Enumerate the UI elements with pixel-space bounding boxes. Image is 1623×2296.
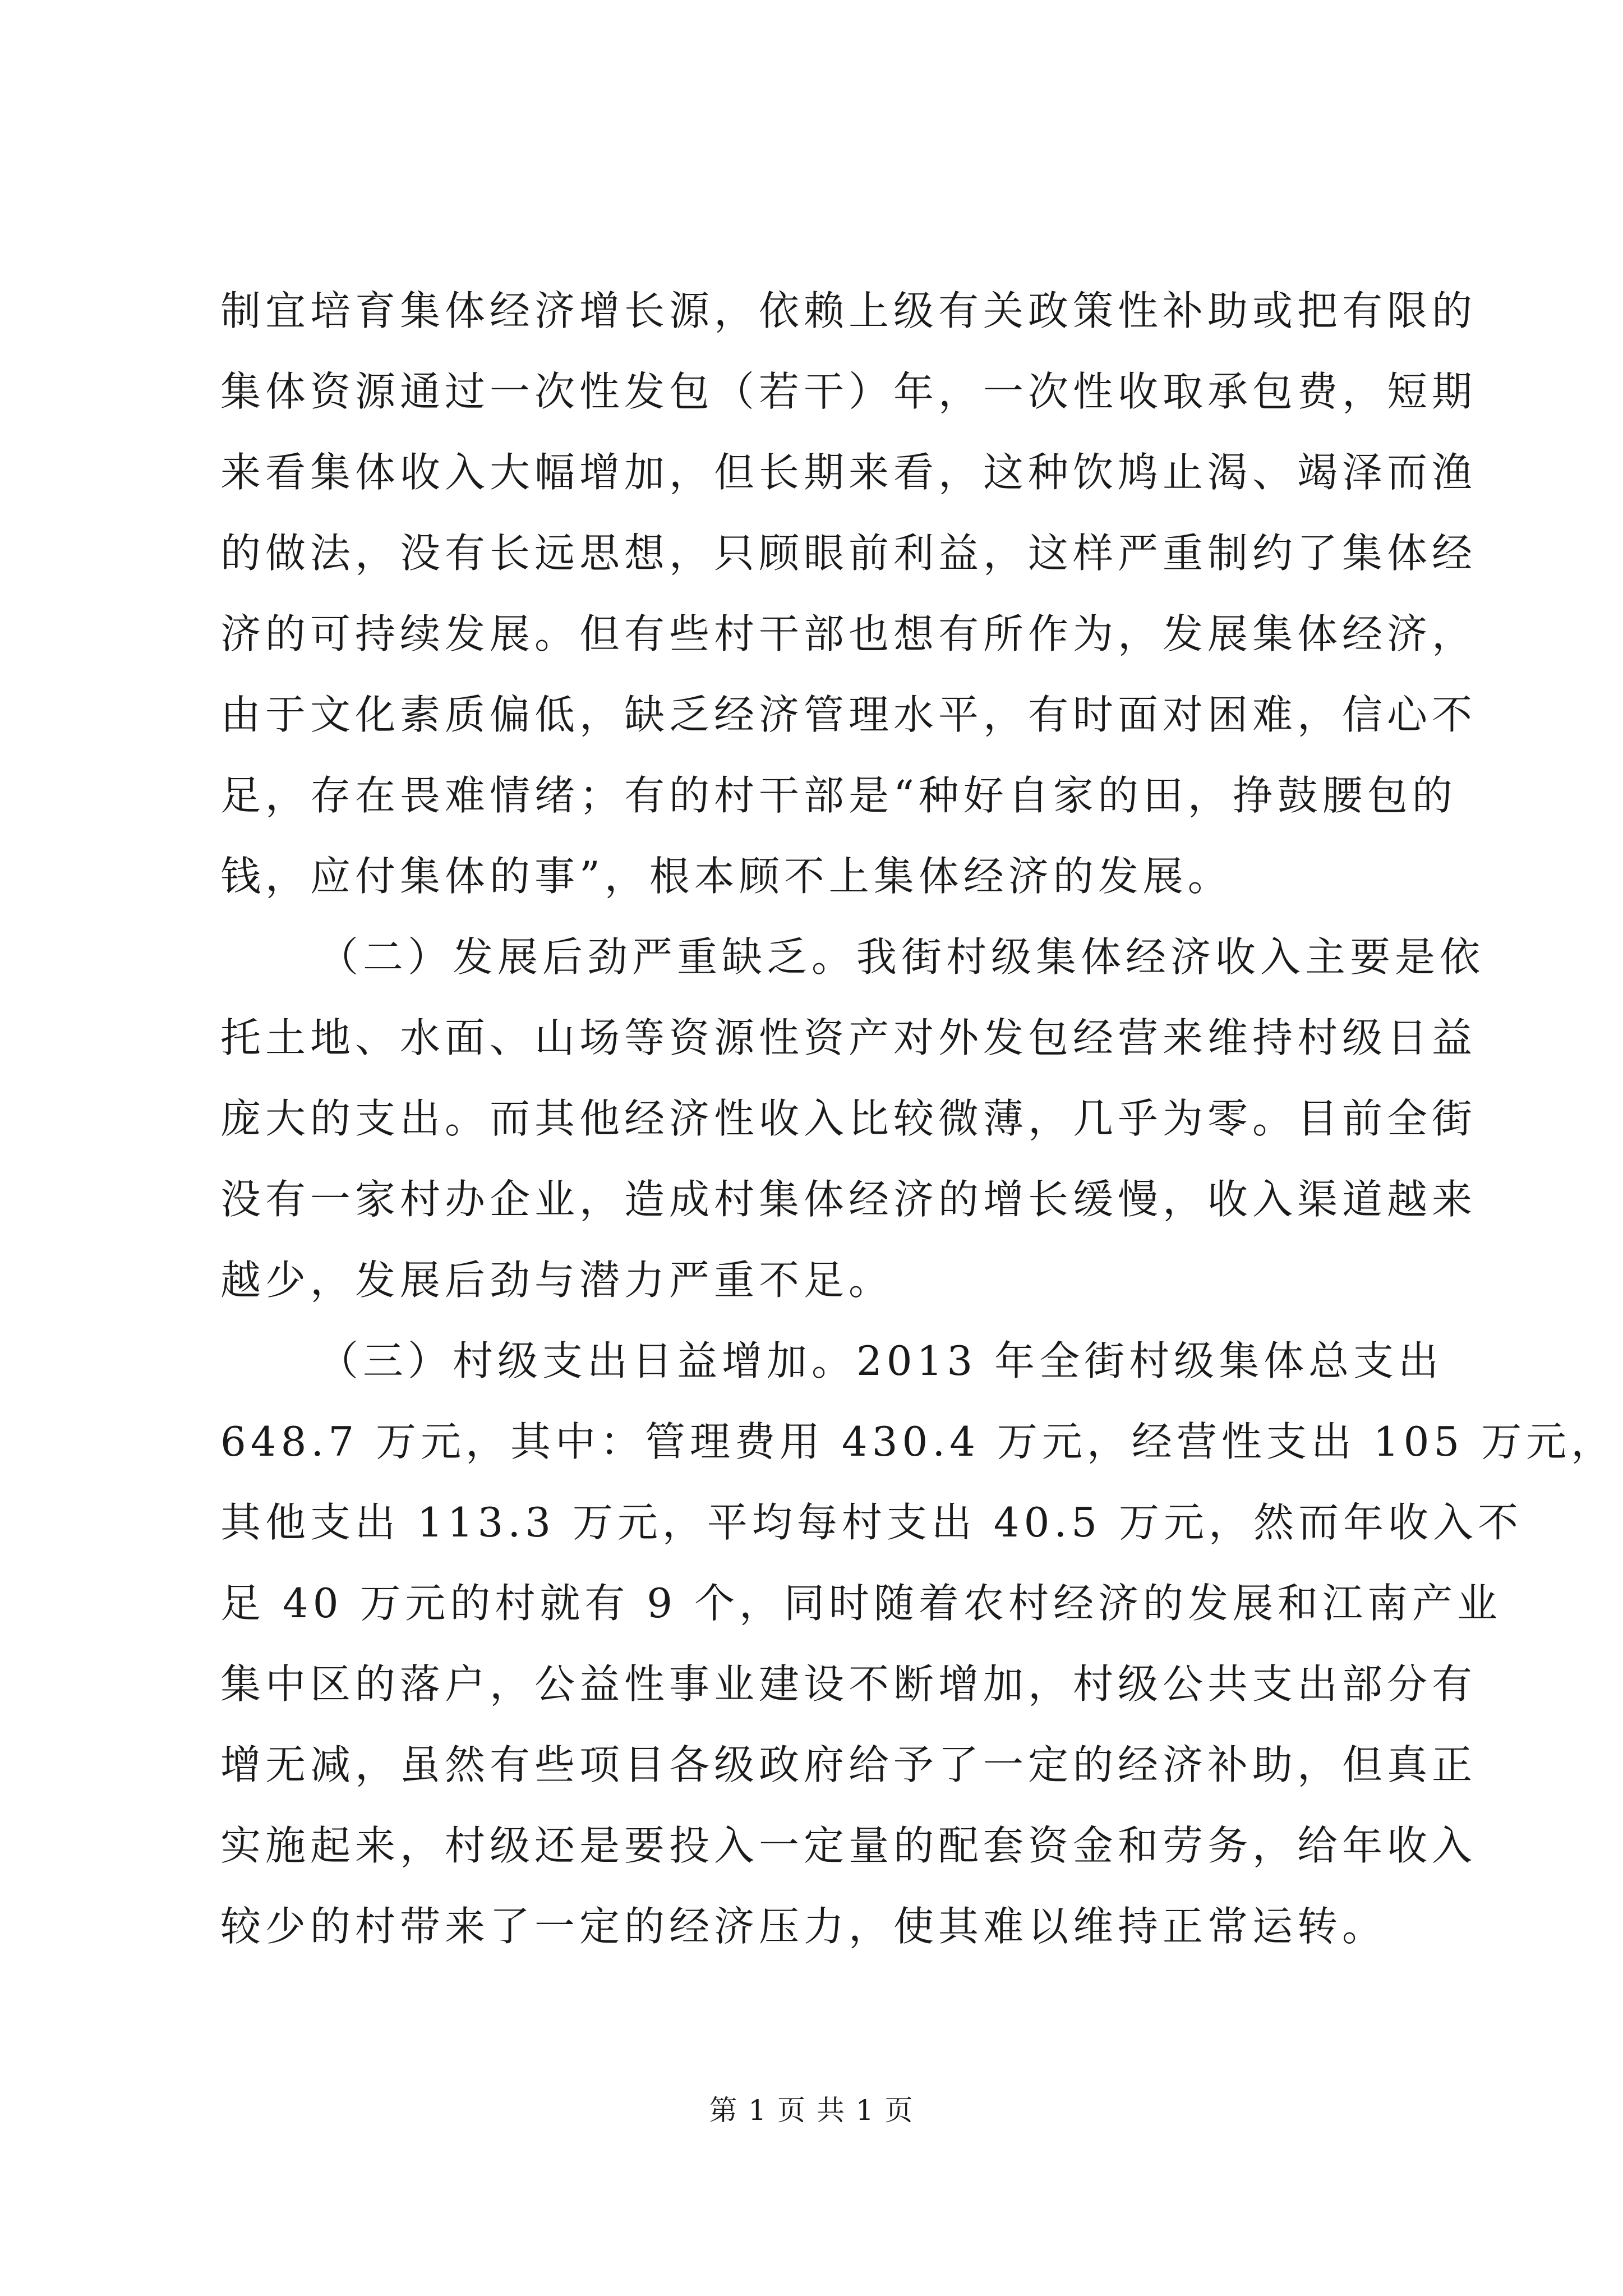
text-line: 济的可持续发展。但有些村干部也想有所作为，发展集体经济， bbox=[220, 610, 1477, 657]
paragraph-2 bbox=[220, 917, 1485, 1320]
text-line: 648.7 万元，其中：管理费用 430.4 万元，经营性支出 105 万元， bbox=[220, 1418, 1616, 1465]
text-line: 没有一家村办企业，造成村集体经济的增长缓慢，收入渠道越来 bbox=[220, 1176, 1477, 1223]
text-line: （二）发展后劲严重缺乏。我街村级集体经济收入主要是依 bbox=[318, 933, 1485, 981]
document-body bbox=[220, 270, 1616, 1967]
text-line: （三）村级支出日益增加。2013 年全街村级集体总支出 bbox=[318, 1337, 1444, 1384]
text-line: 足，存在畏难情绪；有的村干部是“种好自家的田，挣鼓腰包的 bbox=[220, 772, 1457, 819]
text-line: 越少，发展后劲与潜力严重不足。 bbox=[220, 1257, 894, 1304]
text-line: 集中区的落户，公益性事业建设不断增加，村级公共支出部分有 bbox=[220, 1660, 1477, 1708]
text-line: 足 40 万元的村就有 9 个，同时随着农村经济的发展和江南产业 bbox=[220, 1580, 1502, 1627]
page-indicator: 第 1 页 共 1 页 bbox=[709, 2094, 914, 2127]
paragraph-1 bbox=[220, 270, 1477, 917]
text-line: 实施起来，村级还是要投入一定量的配套资金和劳务，给年收入 bbox=[220, 1822, 1477, 1869]
text-line: 较少的村带来了一定的经济压力，使其难以维持正常运转。 bbox=[220, 1903, 1387, 1950]
text-line: 托土地、水面、山场等资源性资产对外发包经营来维持村级日益 bbox=[220, 1014, 1477, 1061]
text-line: 庞大的支出。而其他经济性收入比较微薄，几乎为零。目前全街 bbox=[220, 1095, 1477, 1142]
page-footer bbox=[0, 2088, 1623, 2128]
text-line: 其他支出 113.3 万元，平均每村支出 40.5 万元，然而年收入不 bbox=[220, 1499, 1523, 1546]
paragraph-3 bbox=[220, 1320, 1616, 1967]
text-line: 由于文化素质偏低，缺乏经济管理水平，有时面对困难，信心不 bbox=[220, 691, 1477, 738]
text-line: 制宜培育集体经济增长源，依赖上级有关政策性补助或把有限的 bbox=[220, 287, 1477, 334]
text-line: 钱，应付集体的事”，根本顾不上集体经济的发展。 bbox=[220, 853, 1233, 900]
text-line: 来看集体收入大幅增加，但长期来看，这种饮鸠止渴、竭泽而渔 bbox=[220, 449, 1477, 496]
text-line: 的做法，没有长远思想，只顾眼前利益，这样严重制约了集体经 bbox=[220, 530, 1477, 577]
text-line: 集体资源通过一次性发包（若干）年，一次性收取承包费，短期 bbox=[220, 368, 1477, 415]
text-line: 增无减，虽然有些项目各级政府给予了一定的经济补助，但真正 bbox=[220, 1741, 1477, 1788]
